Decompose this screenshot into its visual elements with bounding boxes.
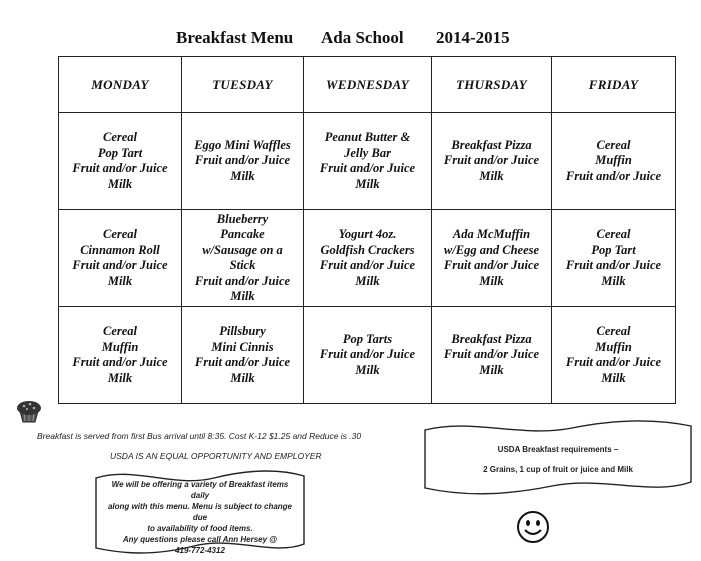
week-row: [59, 113, 676, 210]
menu-item: Fruit and/or Juice: [72, 258, 168, 272]
offer-line: to availability of food items.: [147, 524, 253, 533]
menu-item: Fruit and/or Juice: [565, 168, 662, 183]
equal-opportunity-note: USDA IS AN EQUAL OPPORTUNITY AND EMPLOYER: [110, 451, 322, 461]
menu-item: Milk: [107, 370, 133, 385]
day-header: FRIDAY: [552, 57, 676, 113]
day-header: MONDAY: [59, 57, 182, 113]
menu-item: Muffin: [101, 339, 139, 354]
menu-item: Mini Cinnis: [211, 339, 274, 354]
menu-table-body: [59, 57, 676, 404]
menu-item: Pop Tart: [97, 145, 143, 160]
week-row: [59, 307, 676, 404]
menu-cell: [59, 210, 182, 307]
menu-item: Yogurt 4oz.: [338, 227, 397, 241]
menu-cell: [59, 307, 182, 404]
menu-item: Milk: [355, 273, 380, 288]
menu-item: Cereal: [596, 137, 631, 152]
menu-cell: [432, 113, 552, 210]
menu-table: [58, 56, 676, 404]
menu-item: Milk: [107, 176, 133, 191]
menu-item: Fruit and/or Juice: [194, 355, 291, 369]
menu-item: Eggo Mini Waffles: [194, 137, 291, 152]
offer-line: along with this menu. Menu is subject to change due: [107, 502, 292, 522]
offer-line: 419-772-4312: [175, 546, 225, 555]
menu-item: Cereal: [596, 324, 631, 338]
offer-line: We will be offering a variety of Breakfast items daily: [111, 480, 289, 500]
wave-banner-shape: [422, 418, 694, 498]
menu-item: Fruit and/or Juice: [319, 161, 416, 175]
serving-note: Breakfast is served from first Bus arrival until 8:35. Cost K-12 $1.25 and Reduce is .30: [37, 431, 362, 441]
day-header: THURSDAY: [432, 57, 552, 113]
week-row: [59, 210, 676, 307]
menu-item: w/Egg and Cheese: [443, 242, 540, 257]
menu-item: Fruit and/or Juice: [72, 161, 168, 175]
offer-banner: [94, 470, 306, 556]
menu-item: Peanut Butter &: [324, 130, 411, 144]
school-year: 2014-2015: [436, 28, 510, 47]
usda-detail: 2 Grains, 1 cup of fruit or juice and Milk: [483, 465, 633, 474]
menu-item: Blueberry: [216, 211, 269, 226]
menu-item: Milk: [601, 273, 626, 288]
menu-item: Fruit and/or Juice: [565, 355, 662, 369]
usda-title: USDA Breakfast requirements –: [497, 445, 619, 454]
menu-item: Fruit and/or Juice: [319, 258, 416, 272]
menu-item: Fruit and/or Juice: [194, 273, 291, 288]
menu-item: Milk: [355, 362, 380, 377]
menu-item: Cereal: [102, 227, 138, 241]
menu-cell: [432, 210, 552, 307]
menu-item: Milk: [479, 362, 504, 377]
menu-item: Milk: [479, 273, 504, 288]
menu-item: Milk: [230, 370, 255, 385]
menu-item: Cereal: [596, 227, 631, 241]
menu-item: Pancake: [220, 227, 265, 241]
page-title: [0, 28, 701, 52]
menu-item: Ada McMuffin: [452, 227, 531, 241]
menu-item: Milk: [230, 168, 255, 183]
menu-item: Breakfast Pizza: [451, 137, 532, 152]
menu-item: Fruit and/or Juice: [565, 258, 662, 272]
menu-item: Goldfish Crackers: [320, 242, 415, 257]
menu-cell: [552, 307, 676, 404]
school-name: Ada School: [321, 28, 404, 47]
menu-item: Fruit and/or Juice: [72, 355, 168, 369]
menu-cell: [182, 307, 304, 404]
menu-item: Fruit and/or Juice: [194, 153, 291, 168]
menu-item: Cinnamon Roll: [80, 242, 160, 257]
menu-cell: [182, 113, 304, 210]
day-header: WEDNESDAY: [304, 57, 432, 113]
menu-item: Muffin: [595, 339, 632, 354]
menu-item: Milk: [479, 168, 504, 183]
menu-item: Milk: [230, 289, 255, 303]
menu-cell: [182, 210, 304, 307]
menu-item: Fruit and/or Juice: [443, 258, 540, 272]
menu-item: Stick: [229, 258, 256, 272]
menu-cell: [432, 307, 552, 404]
menu-item: Muffin: [595, 153, 632, 168]
menu-item: Milk: [355, 176, 380, 191]
muffin-icon: [15, 397, 43, 423]
menu-item: Fruit and/or Juice: [443, 153, 540, 168]
usda-banner: [422, 418, 694, 498]
smiley-icon: [516, 510, 550, 544]
menu-item: Milk: [601, 370, 626, 385]
day-header-row: [59, 57, 676, 113]
menu-item: Pillsbury: [219, 324, 266, 338]
menu-cell: [304, 307, 432, 404]
menu-cell: [304, 113, 432, 210]
menu-title: Breakfast Menu: [176, 28, 294, 47]
menu-item: Breakfast Pizza: [451, 331, 532, 346]
offer-text: [104, 479, 296, 556]
menu-item: Cereal: [102, 130, 138, 144]
menu-item: Jelly Bar: [344, 145, 391, 160]
menu-item: Fruit and/or Juice: [443, 347, 540, 362]
menu-cell: [552, 210, 676, 307]
menu-item: Fruit and/or Juice: [319, 347, 416, 362]
menu-item: Pop Tart: [591, 242, 636, 257]
menu-cell: [552, 113, 676, 210]
menu-item: Milk: [107, 273, 133, 288]
menu-cell: [59, 113, 182, 210]
menu-item: Pop Tarts: [342, 331, 393, 346]
menu-item: Cereal: [102, 324, 138, 338]
menu-cell: [304, 210, 432, 307]
menu-item: w/Sausage on a: [202, 242, 283, 257]
offer-line: Any questions please call Ann Hersey @: [122, 535, 278, 544]
day-header: TUESDAY: [182, 57, 304, 113]
